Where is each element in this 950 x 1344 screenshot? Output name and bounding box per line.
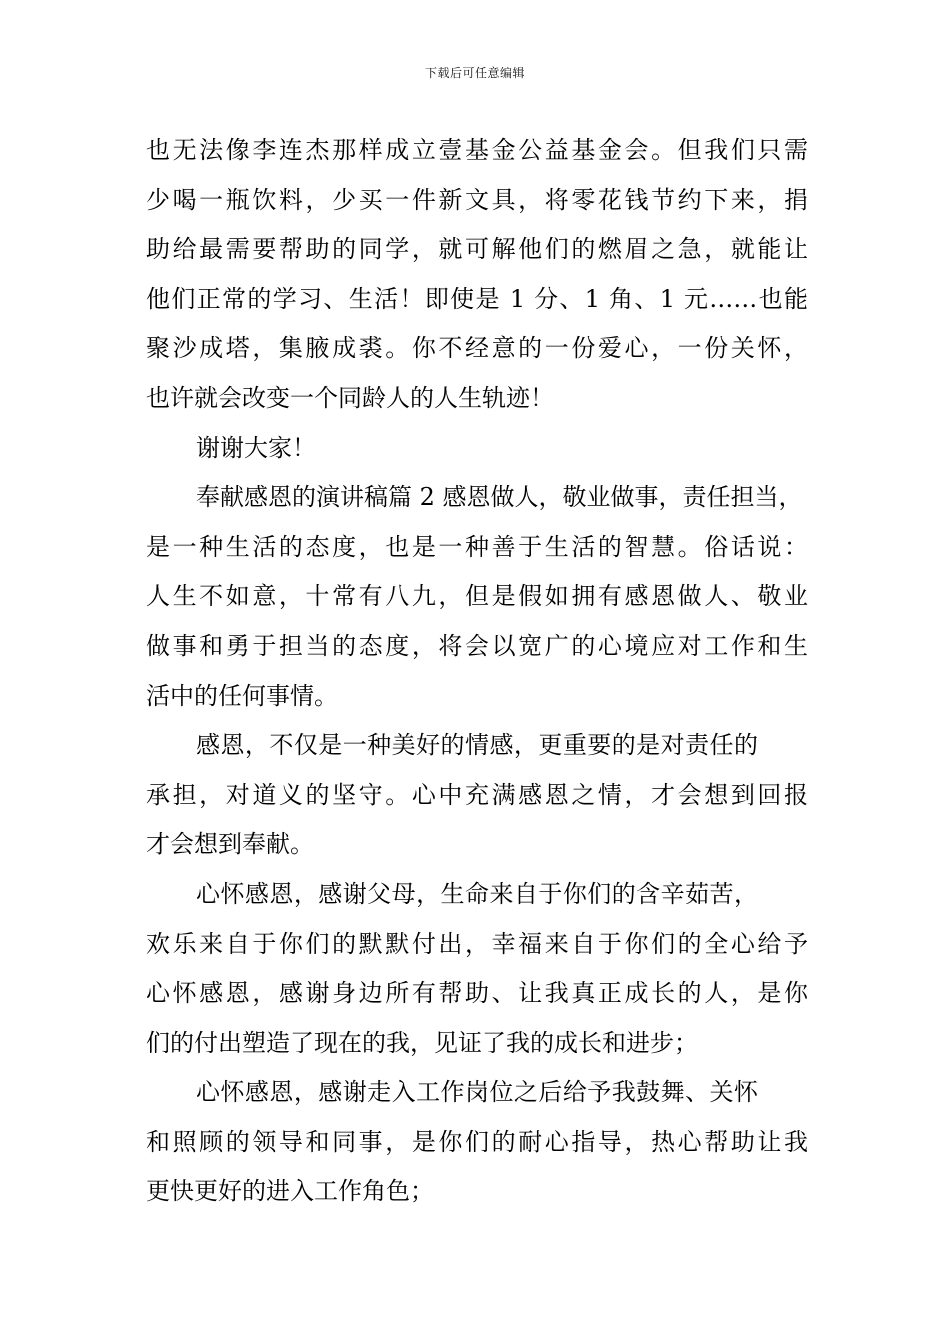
paragraph-2: [146, 424, 808, 474]
text-line: 承担，对道义的坚守。心中充满感恩之情，才会想到回报: [146, 780, 808, 809]
document-body: [146, 126, 808, 1217]
text-line: 人生不如意，十常有八九，但是假如拥有感恩做人、敬业: [146, 582, 808, 611]
text-line: 活中的任何事情。: [146, 681, 338, 710]
text-line: 也许就会改变一个同龄人的人生轨迹！: [146, 383, 554, 412]
paragraph-4: [146, 721, 808, 870]
paragraph-3: [146, 473, 808, 721]
text-line: 他们正常的学习、生活！即使是 1 分、1 角、1 元……也能: [146, 284, 808, 313]
text-line: 心怀感恩，感谢走入工作岗位之后给予我鼓舞、关怀: [196, 1078, 758, 1107]
text-line: 少喝一瓶饮料，少买一件新文具，将零花钱节约下来，捐: [146, 185, 808, 214]
text-line: 是一种生活的态度，也是一种善于生活的智慧。俗话说：: [146, 532, 808, 561]
text-line: 助给最需要帮助的同学，就可解他们的燃眉之急，就能让: [146, 235, 808, 264]
text-line: 感恩，不仅是一种美好的情感，更重要的是对责任的: [196, 731, 758, 760]
paragraph-1: [146, 126, 808, 424]
paragraph-5: [146, 870, 808, 1068]
text-line: 和照顾的领导和同事，是你们的耐心指导，热心帮助让我: [146, 1127, 808, 1156]
text-line: 们的付出塑造了现在的我，见证了我的成长和进步；: [146, 1028, 698, 1057]
text-line: 做事和勇于担当的态度，将会以宽广的心境应对工作和生: [146, 631, 808, 660]
text-line: 才会想到奉献。: [146, 830, 314, 859]
paragraph-6: [146, 1068, 808, 1217]
text-line: 聚沙成塔，集腋成裘。你不经意的一份爱心，一份关怀，: [146, 334, 808, 363]
text-line: 心怀感恩，感谢身边所有帮助、让我真正成长的人，是你: [146, 979, 808, 1008]
text-line: 谢谢大家！: [196, 433, 316, 462]
text-line: 心怀感恩，感谢父母，生命来自于你们的含辛茹苦，: [196, 879, 758, 908]
text-line: 也无法像李连杰那样成立壹基金公益基金会。但我们只需: [146, 136, 808, 164]
text-line: 更快更好的进入工作角色；: [146, 1177, 434, 1206]
text-line: 欢乐来自于你们的默默付出，幸福来自于你们的全心给予: [146, 929, 808, 958]
page-header: 下载后可任意编辑: [424, 66, 525, 80]
text-line: 奉献感恩的演讲稿篇 2 感恩做人，敬业做事，责任担当，: [196, 483, 803, 512]
